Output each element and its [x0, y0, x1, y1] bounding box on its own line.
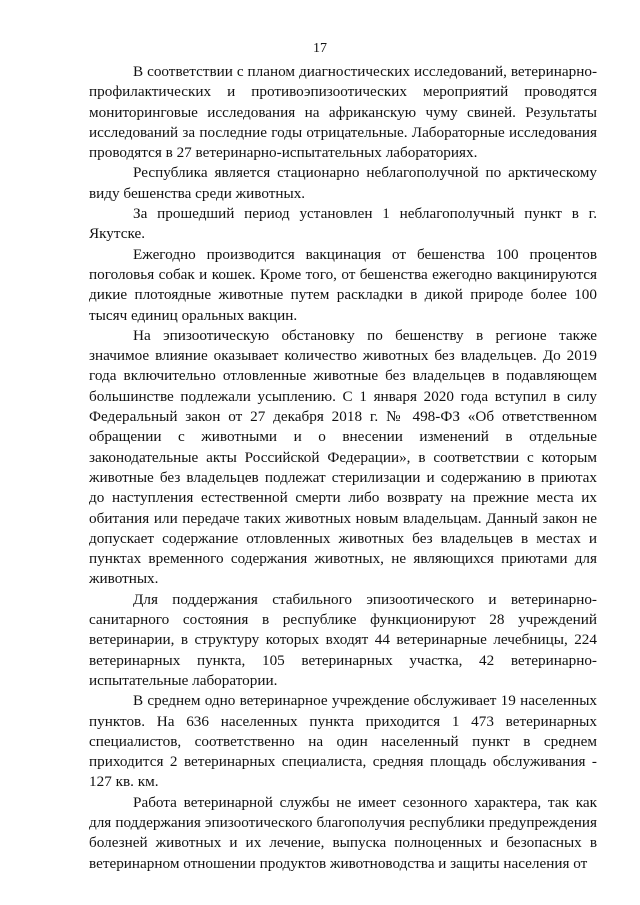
paragraph-asf-monitoring: В соответствии с планом диагностических исследований, ветеринарно-профилактических и противоэпизоотических мероприятий проводятся мониторинговые исследования на африканскую чуму свиней. Результаты исследований за последние годы отрицательные. Лабораторные исследования проводятся в 27 ветеринарно-испытательных лабораториях.: [89, 63, 597, 162]
page-number: 17: [313, 41, 327, 56]
paragraph-vaccination: Ежегодно производится вакцинация от бешенства 100 процентов поголовья собак и кошек. Кроме того, от бешенства ежегодно вакцинируются дикие плотоядные животные путем раскладки в дикой природе более 100 тысяч единиц оральных вакцин.: [89, 245, 597, 324]
paragraph-yakutsk-outbreak: За прошедший период установлен 1 неблагополучный пункт в г. Якутске.: [89, 205, 597, 243]
paragraph-stray-animals: На эпизоотическую обстановку по бешенству в регионе также значимое влияние оказывает количество животных без владельцев. До 2019 года включительно отловленные животные без владельцев в подавляющем большинстве подлежали усыплению. С 1 января 2020 года вступил в силу Федеральный закон от 27 декабря 2018 г. № 498-ФЗ «Об ответственном обращении с животными и о внесении изменений в отдельные законодательные акты Российской Федерации», в соответствии с которым животные без владельцев подлежат стерилизации и содержанию в приютах до наступления естественной смерти либо возврату на прежние места их обитания или передаче таких животных новым владельцам. Данный закон не допускает содержание отловленных животных без владельцев в местах и пунктах временного содержания животных, не являющихся приютами для животных.: [89, 326, 597, 588]
document-body: [89, 62, 597, 874]
paragraph-vet-institutions: Для поддержания стабильного эпизоотического и ветеринарно-санитарного состояния в республике функционируют 28 учреждений ветеринарии, в структуру которых входят 44 ветеринарные лечебницы, 224 ветеринарных пункта, 105 ветеринарных участка, 42 ветеринарно-испытательные лаборатории.: [89, 590, 597, 689]
paragraph-service-coverage: В среднем одно ветеринарное учреждение обслуживает 19 населенных пунктов. На 636 населенных пункта приходится 1 473 ветеринарных специалистов, соответственно на один населенный пункт в среднем приходится 2 ветеринарных специалиста, средняя площадь обслуживания - 127 кв. км.: [89, 692, 597, 791]
paragraph-vet-service-work: Работа ветеринарной службы не имеет сезонного характера, так как для поддержания эпизоотического благополучия республики предупреждения болезней животных и их лечение, выпуска полноценных и безопасных в ветеринарном отношении продуктов животноводства и защиты населения от: [89, 793, 597, 872]
paragraph-rabies-status: Республика является стационарно неблагополучной по арктическому виду бешенства среди животных.: [89, 164, 597, 202]
